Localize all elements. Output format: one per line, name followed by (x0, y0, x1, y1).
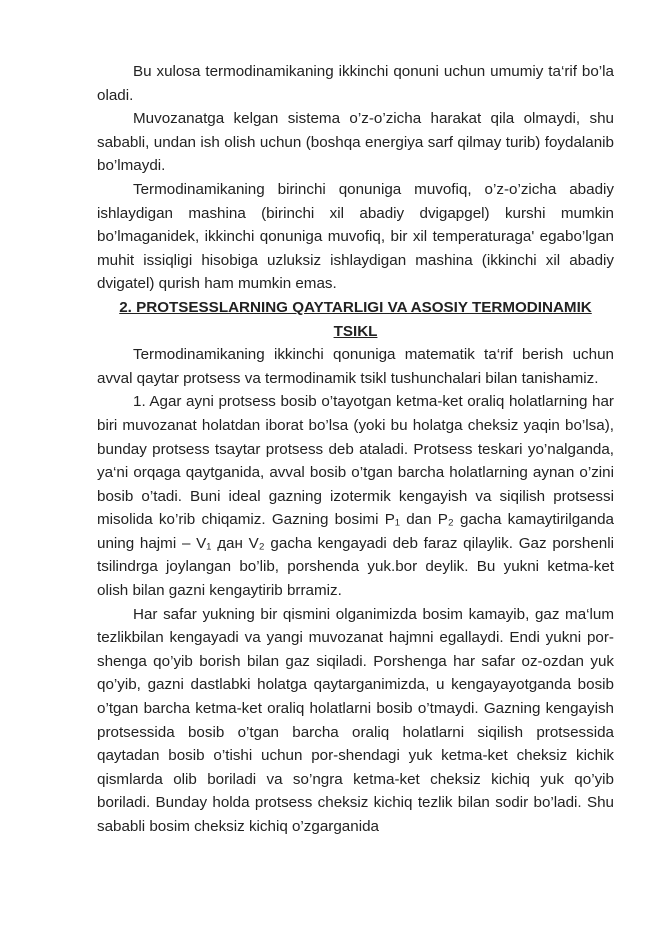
paragraph-reversible-process: 1. Agar ayni protsess bosib o’tayotgan ketma-ket oraliq holatlarning har biri muvozanat holatdan iborat bo’lsa (yoki bu holatga cheksiz yaqin bo’lsa), bunday protsess tsaytar protsess deb ataladi. Protsess teskari yo’nalganda, ya‘ni orqaga qaytganida, avval bosib o’tgan barcha holatlarning aynan o’zini bosib o’tadi. Buni ideal gazning izotermik kengayish va siqilish protsessi misolida ko’rib chiqamiz. Gazning bosimi P₁ dan P₂ gacha kamaytirilganda uning hajmi – V₁ дан V₂ gacha kengayadi deb faraz qilaylik. Gaz porshenli tsilindrga joylangan bo’lib, porshenda yuk.bor deylik. Bu yukni ketma-ket olish bilan gazni kengaytirib brramiz. (97, 393, 614, 600)
paragraph-intro: Termodinamikaning ikkinchi qonuniga matematik ta‘rif berish uchun avval qaytar protsess va termodinamik tsikl tushunchalari bilan tanishamiz. (97, 346, 614, 387)
section-heading: 2. PROTSESSLARNING QAYTARLIGI VA ASOSIY TERMODINAMIK TSIKL (119, 298, 592, 340)
paragraph-equilibrium: Muvozanatga kelgan sistema o’z-o’zicha harakat qila olmaydi, shu sababli, undan ish olish uchun (boshqa energiya sarf qilmay turib) foydalanib bo’lmaydi. (97, 110, 614, 175)
paragraph-conclusion: Bu xulosa termodinamikaning ikkinchi qonuni uchun umumiy ta‘rif bo’la oladi. (97, 63, 614, 104)
document-page (97, 60, 614, 839)
paragraph-piston-example: Har safar yukning bir qismini olganimizda bosim kamayib, gaz ma‘lum tezlikbilan kengayadi va yangi muvozanat hajmni egallaydi. Endi yukni por-shenga qo’yib borish bilan gaz siqiladi. Porshenga har safar oz-ozdan yuk qo’yib, gazni dastlabki holatga qaytarganimizda, u kengayayotganda bosib o’tgan barcha ketma-ket oraliq holatlarni bosib o’tmaydi. Gazning kengayish protsessida bosib o’tgan barcha oraliq holatlarni siqilish protsessida qaytadan bosib o’tishi uchun por-shendagi yuk ketma-ket cheksiz kichik qismlarda olib boriladi va so’ngra ketma-ket cheksiz kichiq yuk qo’yib boriladi. Bunday holda protsess cheksiz kichiq tezlik bilan sodir bo’ladi. Shu sababli bosim cheksiz kichiq o’zgarganida (97, 605, 614, 835)
paragraph-perpetual-motion: Termodinamikaning birinchi qonuniga muvofiq, o’z-o’zicha abadiy ishlaydigan mashina (birinchi xil abadiy dvigapgel) kurshi mumkin bo’lmaganidek, ikkinchi qonuniga muvofiq, bir xil temperaturaga' egabo’lgan muhit issiqligi hisobiga uzluksiz ishlaydigan mashina (ikkinchi xil abadiy dvigatel) qurish ham mumkin emas. (97, 180, 614, 293)
